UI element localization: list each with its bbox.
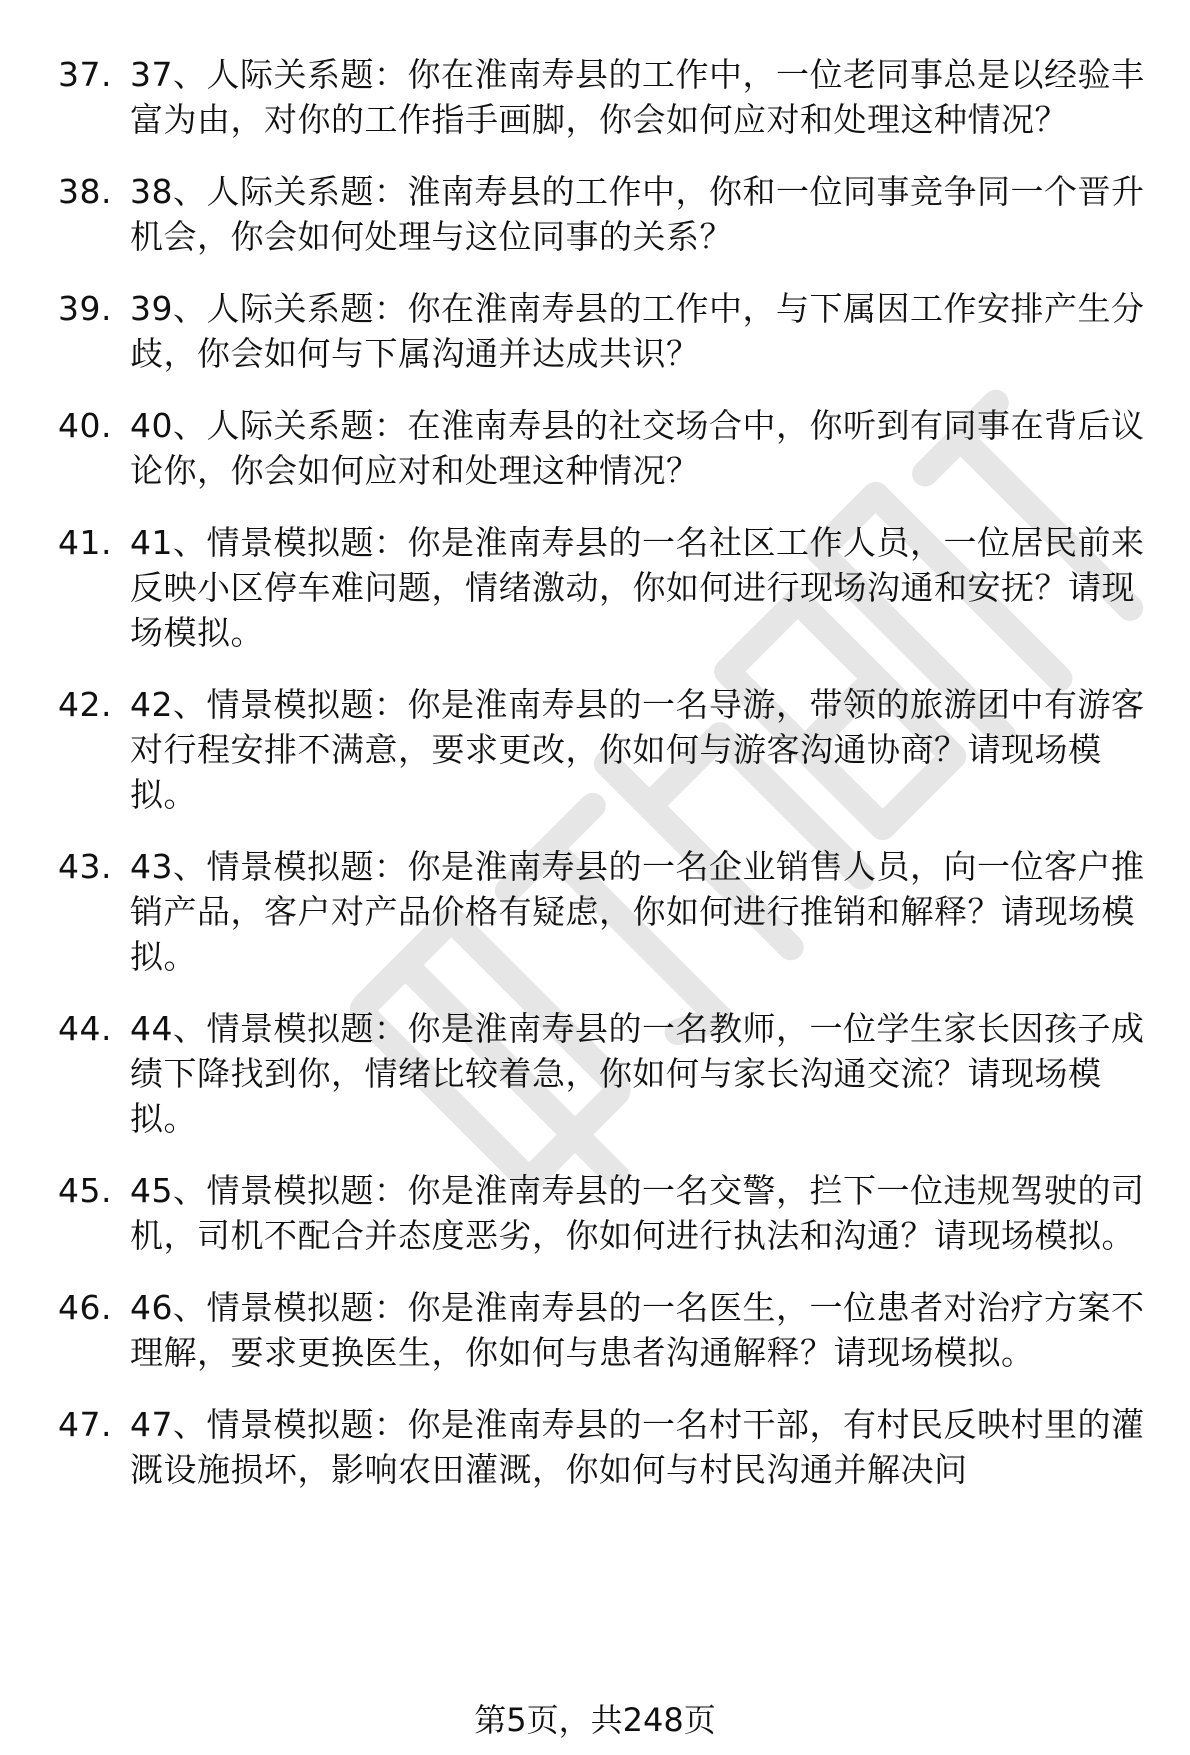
item-text: 39、人际关系题：你在淮南寿县的工作中，与下属因工作安排产生分歧，你会如何与下属沟通并达成共识？: [130, 289, 1145, 373]
list-item: [58, 1285, 1158, 1375]
item-number: 40.: [58, 406, 112, 445]
item-number: 43.: [58, 847, 112, 886]
item-text: 42、情景模拟题：你是淮南寿县的一名导游，带领的旅游团中有游客对行程安排不满意，要求更改，你如何与游客沟通协商？请现场模拟。: [130, 685, 1145, 814]
item-number: 45.: [58, 1171, 112, 1210]
list-item: [58, 52, 1158, 142]
page-number-footer: 第5页，共248页: [474, 1701, 716, 1739]
list-item: [58, 286, 1158, 376]
item-number: 39.: [58, 289, 112, 328]
question-list: [58, 52, 1158, 1519]
list-item: [58, 682, 1158, 817]
item-number: 42.: [58, 685, 112, 724]
list-item: [58, 1006, 1158, 1141]
item-text: 38、人际关系题：淮南寿县的工作中，你和一位同事竞争同一个晋升机会，你会如何处理与这位同事的关系？: [130, 172, 1145, 256]
item-number: 46.: [58, 1288, 112, 1327]
item-text: 40、人际关系题：在淮南寿县的社交场合中，你听到有同事在背后议论你，你会如何应对和处理这种情况？: [130, 406, 1145, 490]
item-number: 38.: [58, 172, 112, 211]
list-item: [58, 1168, 1158, 1258]
item-text: 41、情景模拟题：你是淮南寿县的一名社区工作人员，一位居民前来反映小区停车难问题，情绪激动，你如何进行现场沟通和安抚？请现场模拟。: [130, 523, 1145, 652]
item-text: 45、情景模拟题：你是淮南寿县的一名交警，拦下一位违规驾驶的司机，司机不配合并态度恶劣，你如何进行执法和沟通？请现场模拟。: [130, 1171, 1145, 1255]
list-item: [58, 1402, 1158, 1492]
item-text: 37、人际关系题：你在淮南寿县的工作中，一位老同事总是以经验丰富为由，对你的工作指手画脚，你会如何应对和处理这种情况？: [130, 55, 1145, 139]
item-text: 44、情景模拟题：你是淮南寿县的一名教师，一位学生家长因孩子成绩下降找到你，情绪比较着急，你如何与家长沟通交流？请现场模拟。: [130, 1009, 1145, 1138]
item-number: 47.: [58, 1405, 112, 1444]
list-item: [58, 169, 1158, 259]
item-text: 47、情景模拟题：你是淮南寿县的一名村干部，有村民反映村里的灌溉设施损坏，影响农田灌溉，你如何与村民沟通并解决问: [130, 1405, 1145, 1489]
item-number: 41.: [58, 523, 112, 562]
list-item: [58, 403, 1158, 493]
item-text: 46、情景模拟题：你是淮南寿县的一名医生，一位患者对治疗方案不理解，要求更换医生，你如何与患者沟通解释？请现场模拟。: [130, 1288, 1145, 1372]
list-item: [58, 844, 1158, 979]
item-number: 37.: [58, 55, 112, 94]
list-item: [58, 520, 1158, 655]
item-number: 44.: [58, 1009, 112, 1048]
item-text: 43、情景模拟题：你是淮南寿县的一名企业销售人员，向一位客户推销产品，客户对产品价格有疑虑，你如何进行推销和解释？请现场模拟。: [130, 847, 1145, 976]
